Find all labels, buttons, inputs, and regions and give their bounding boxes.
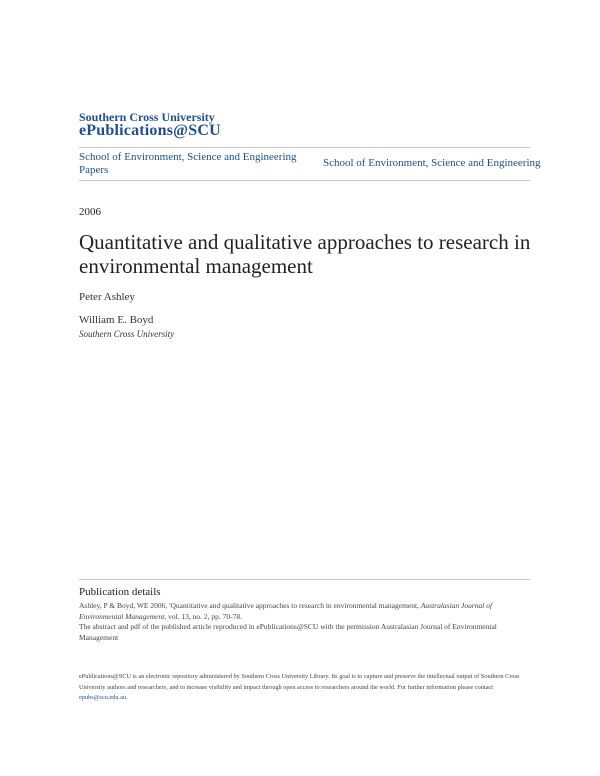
- publication-divider: [79, 579, 530, 580]
- author-name: William E. Boyd: [79, 314, 154, 326]
- journal-name: Australasian Journal of Environmental Management: [79, 601, 493, 621]
- citation-volume: , vol. 13, no. 2, pp. 70-78.: [164, 611, 243, 621]
- publication-details-heading: Publication details: [79, 586, 161, 598]
- article-title: Quantitative and qualitative approaches to research in environmental management: [79, 230, 531, 278]
- notice-text: ePublications@SCU is an electronic repository administered by Southern Cross University Library. Its goal is to capture and preserve the intellectual output of Southern Cross University authors and researchers, and to increase visibility and impact through open access to researchers around the world. For further information please contact: [79, 673, 520, 691]
- university-name: Southern Cross University: [79, 110, 215, 124]
- contact-email-link[interactable]: epubs@scu.edu.au: [79, 694, 127, 701]
- series-link[interactable]: School of Environment, Science and Engineering Papers: [79, 151, 297, 176]
- author-name: Peter Ashley: [79, 291, 135, 303]
- notice-end: .: [126, 694, 128, 701]
- author-affiliation: Southern Cross University: [79, 329, 175, 339]
- header-divider-top: [79, 147, 530, 148]
- permission-note: The abstract and pdf of the published article reproduced in ePublications@SCU with the permission Australasian Journal of Environmental Management: [79, 622, 497, 642]
- citation-text: Ashley, P & Boyd, WE 2006, 'Quantitative and qualitative approaches to research in environmental management,: [79, 601, 421, 610]
- repository-name[interactable]: ePublications@SCU: [79, 122, 221, 139]
- citation-block: [79, 601, 530, 643]
- publication-year: 2006: [79, 206, 101, 218]
- header-divider-bottom: [79, 180, 530, 181]
- department-link[interactable]: School of Environment, Science and Engineering: [323, 157, 541, 169]
- repository-notice: [79, 672, 530, 704]
